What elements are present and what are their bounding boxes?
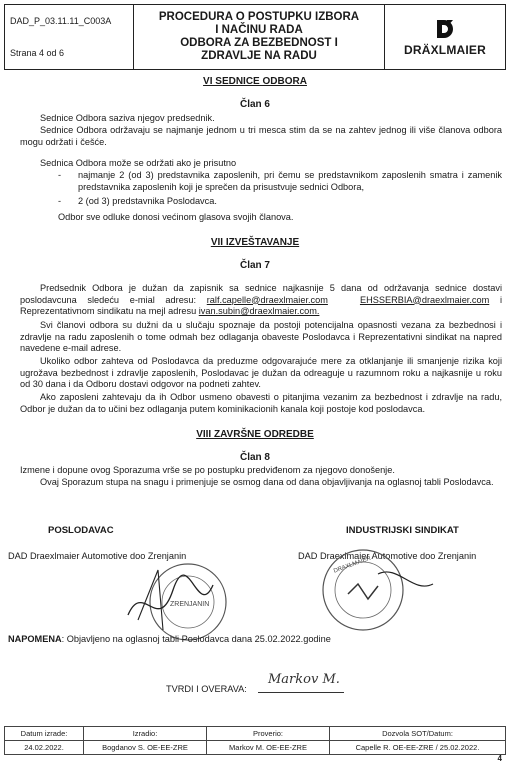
section-6-title: VI SEDNICE ODBORA <box>203 76 307 87</box>
document-title <box>134 5 385 69</box>
s6-paragraph-3: Sednica Odbora može se održati ako je prisutno <box>40 158 237 168</box>
title-line-4: ZDRAVLJE NA RADU <box>201 50 317 62</box>
footer-col-checked <box>207 727 330 754</box>
s6-paragraph-1: Sednice Odbora saziva njegov predsednik. <box>40 113 215 123</box>
email-link-3[interactable]: ivan.subin@draexlmaier.com. <box>198 306 320 316</box>
s6-bullet-1-marker: - <box>58 170 62 180</box>
verify-label: TVRDI I OVERAVA: <box>166 684 247 694</box>
footer-col-prepared <box>84 727 207 754</box>
footer-header-prepared: Izradio: <box>84 727 206 741</box>
union-title: INDUSTRIJSKI SINDIKAT <box>346 525 459 536</box>
document-header <box>4 4 506 70</box>
footer-col-date <box>5 727 84 754</box>
employer-title: POSLODAVAC <box>48 525 114 536</box>
s7-paragraph-4: Ako zaposleni zahtevaju da ih Odbor usmeno obavesti o pitanjima vezanim za bezbednost i zdravlje na radu, Odbor je dužan da to učini bez odlaganja putem kominikacionih kanala koji postoje kod poslodavca. <box>20 392 502 414</box>
email-link-1[interactable]: ralf.capelle@draexlmaier.com <box>206 294 328 305</box>
s6-bullet-2-marker: - <box>58 196 62 206</box>
s7-paragraph-1b: i Reprezentativnom sindikatu na mejl adresu <box>20 294 502 316</box>
footer-value-date: 24.02.2022. <box>24 743 64 752</box>
title-line-1: PROCEDURA O POSTUPKU IZBORA <box>158 11 360 23</box>
note-label: NAPOMENA <box>8 634 62 644</box>
employer-stamp-icon <box>118 560 228 644</box>
s8-paragraph-1: Izmene i dopune ovog Sporazuma vrše se po postupku predviđenom za njegovo donošenje. <box>20 465 395 475</box>
email-link-2[interactable]: EHSSERBIA@draexlmaier.com <box>359 294 490 305</box>
header-logo <box>385 5 505 69</box>
logo-text: DRÄXLMAIER <box>404 42 486 57</box>
title-line-3: ODBORA ZA BEZBEDNOST I <box>180 37 338 49</box>
doc-code: DAD_P_03.11.11_C003A <box>10 16 112 26</box>
section-8-title: VIII ZAVRŠNE ODREDBE <box>196 429 314 440</box>
note-text: : Objavljeno na oglasnoj tabli Poslodavca dana 25.02.2022.godine <box>61 634 331 644</box>
footer-header-date: Datum izrade: <box>5 727 83 741</box>
s8-paragraph-2: Ovaj Sporazum stupa na snagu i primenjuje se osmog dana od dana objavljivanja na oglasnoj tabli Poslodavca. <box>40 477 494 487</box>
s6-paragraph-2: Sednice Odbora održavaju se najmanje jednom u tri mesca stim da se na zahtev jednog ili više članova odbora mogu održati i češće. <box>20 125 502 147</box>
s6-paragraph-4: Odbor sve odluke donosi većinom glasova svojih članova. <box>58 212 294 222</box>
title-line-2: I NAČINU RADA <box>215 24 303 36</box>
header-left <box>5 5 134 69</box>
stamp-left-text: ZRENJANIN <box>170 601 210 608</box>
s7-paragraph-1a: Predsednik Odbora je dužan da zapisnik sa sednice najkasnije 5 dana od održavanja sednice dostavi poslodavcuna sledeću e-mial adresu: <box>20 283 502 305</box>
footer-header-approval: Dozvola SOT/Datum: <box>330 727 505 741</box>
s6-bullet-1: najmanje 2 (od 3) predstavnika zaposlenih, pri čemu se predstavnikom zaposlenih smatra i zamenik predstavnika zaposlenih koji je sprečen da prisustvuje sednici Odbora, <box>78 170 502 192</box>
verify-signature: Markov M. <box>268 672 340 687</box>
footer-value-checked: Markov M. OE-EE-ZRE <box>229 743 307 752</box>
union-stamp-icon <box>318 544 438 636</box>
publication-note <box>8 634 502 646</box>
footer-col-approval <box>330 727 505 754</box>
s7-paragraph-1 <box>20 283 502 318</box>
clan-8-heading: Član 8 <box>239 452 270 463</box>
footer-header-checked: Proverio: <box>207 727 329 741</box>
section-7-title: VII IZVEŠTAVANJE <box>210 237 300 248</box>
s7-paragraph-3: Ukoliko odbor zahteva od Poslodavca da preduzme odgovarajuće mere za otklanjanje ili smanjenje rizika koji ugrožava bezbednost i zdravlje zaposlenih, Poslodavac je dužan da odreaguje u razumnom roku a najkasnije u roku od 30 dana i da Odboru dostavi odgovor na podneti zahtev. <box>20 356 502 389</box>
page-label: Strana 4 od 6 <box>10 48 65 58</box>
union-company: DAD Draexlmaier Automotive doo Zrenjanin <box>298 551 477 561</box>
page-number: 4 <box>497 754 502 763</box>
draexlmaier-logo-icon <box>434 18 456 40</box>
verify-signature-line <box>258 672 344 693</box>
clan-7-heading: Član 7 <box>239 260 270 271</box>
s7-paragraph-2: Svi članovi odbora su dužni da u slučaju spoznaje da postoji potencijalna opasnosti vezana za bezbednosi i zdravlje na radu zaposlenih o tome odmah bez odlaganja obaveste Poslodavca i Reprezentativni sindikat na napred navedene e-mail adrese. <box>20 320 502 353</box>
footer-value-approval: Capelle R. OE-EE-ZRE / 25.02.2022. <box>355 743 480 752</box>
employer-company: DAD Draexlmaier Automotive doo Zrenjanin <box>8 551 187 561</box>
clan-6-heading: Član 6 <box>239 99 270 110</box>
document-footer <box>4 726 506 755</box>
footer-value-prepared: Bogdanov S. OE-EE-ZRE <box>102 743 188 752</box>
stamp-right-text: DRAXLMAIER <box>333 555 372 575</box>
s6-bullet-2: 2 (od 3) predstavnika Poslodavca. <box>78 196 217 206</box>
